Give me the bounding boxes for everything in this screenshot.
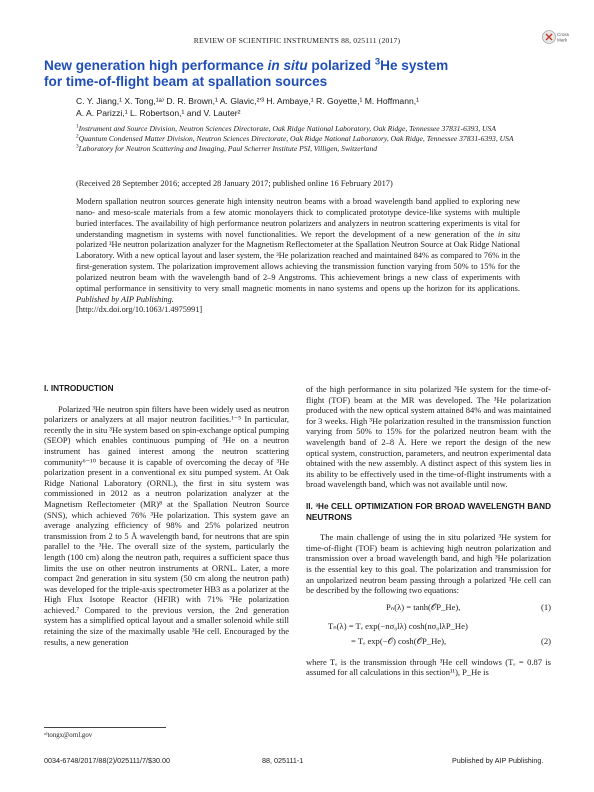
- affiliations: [76, 124, 516, 153]
- footer-page-number: 88, 025111-1: [262, 756, 304, 765]
- journal-header: REVIEW OF SCIENTIFIC INSTRUMENTS 88, 025111 (2017): [193, 36, 401, 45]
- equation-2-line-1: Tₙ(λ) = Tₑ exp(−nσ₀lλ) cosh(nσ₀lλP_He): [328, 620, 468, 631]
- affiliation-2: $^2$Quantum Condensed Matter Division, Neutron Sciences Directorate, Oak Ridge National Laboratory, Oak Ridge, Tennessee 37831-6393, USA: [76, 133, 514, 143]
- left-column: [44, 384, 289, 647]
- affiliation-3: $^3$Laboratory for Neutron Scattering and Imaging, Paul Scherrer Institute PSI, Villigen, Switzerland: [76, 143, 378, 153]
- footnote-email[interactable]: ᵃ⁾tongx@ornl.gov: [44, 732, 93, 739]
- authors-line-1: C. Y. Jiang,¹ X. Tong,¹ᵃ⁾ D. R. Brown,¹ A. Glavic,²ʹ³ H. Ambaye,¹ R. Goyette,¹ M. Hoffmann,¹: [76, 96, 420, 106]
- equation-1: Pₙ(λ) = tanh(𝒪P_He), (1): [386, 601, 551, 612]
- received-dates: (Received 28 September 2016; accepted 28 January 2017; published online 16 February 2017): [76, 179, 393, 188]
- equation-2-line-2: = Tₑ exp(−𝒪) cosh(𝒪P_He), (2): [351, 635, 551, 646]
- cell-paragraph: The main challenge of using the in situ polarized ³He system for time-of-flight (TOF) beam is achieving high neutron polarization and transmission over a broad wavelength band, and high ³He polarization is the essential key to this goal. The polarization and transmission for an unpolarized neutron beam passing through a polarized ³He cell can be described by the following two equations:: [306, 532, 551, 596]
- doi-link[interactable]: [http://dx.doi.org/10.1063/1.4975991]: [76, 305, 203, 315]
- intro-paragraph: Polarized ³He neutron spin filters have been widely used as neutron polarizers or analyzers at all major neutron facilities.¹⁻⁵ In particular, recently the in situ ³He system based on spin-exchange optical pumping (SEOP) which enables continuous pumping of ³He on a neutron instrument has gained interest among the neutron scattering community⁶⁻¹⁰ because it is capable of overcoming the decay of ³He polarization present in a conventional ex situ pumped system. At Oak Ridge National Laboratory (ORNL), the first in situ system was commissioned in 2012 as a neutron polarization analyzer at the Magnetism Reflectometer (MR)⁸ at the Spallation Neutron Source (SNS), which achieved 76% ³He polarization. This system gave an average analyzing efficiency of 98% and 25% polarized neutron transmission from 2 to 5 Å wavelength band, for neutrons that are spin parallel to the ³He. The overall size of the system, particularly the length (100 cm) along the neutron path, requires a sufficient space thus limits the use on other neutron instruments at ORNL. Later, a more compact 2nd generation in situ system (50 cm along the neutron path) was developed for the triple-axis spectrometer HB3 as a polarizer at the High Flux Isotope Reactor (HFIR) with 71% ³He polarization achieved.⁷ Compared to the previous version, the 2nd generation system has a simplified optical layout and a smaller solenoid while still retaining the size of the maximally usable ³He cell. Encouraged by the results, a new generation: [44, 403, 289, 647]
- svg-text:Cross: Cross: [557, 32, 569, 37]
- author-list: [76, 95, 516, 119]
- svg-text:Mark: Mark: [557, 37, 568, 43]
- abstract: Modern spallation neutron sources generate high intensity neutron beams with a broad wavelength band applied to exploring new nano- and meso-scale materials from a few atomic monolayers thick to complicated prototype device-like systems with multiple buried interfaces. The availability of high performance neutron polarizers and analyzers in neutron scattering experiments is vital for understanding magnetism in systems with novel functionalities. We report the development of a new generation of the in situ polarized ³He neutron polarization analyzer for the Magnetism Reflectometer at the Spallation Neutron Source at Oak Ridge National Laboratory. With a new optical layout and laser system, the ³He polarization reached and maintained 84% as compared to 76% in the first-generation system. The polarization improvement allows achieving the transmission function varying from 50% to 15% for the polarized neutron beam with the wavelength band of 2–9 Angstroms. This achievement brings a new class of experiments with optimal performance in sensitivity to very small magnetic moments in nano systems and opens up the horizon for its applications. Published by AIP Publishing. [http://dx.doi.org/10.1063/1.4975991]: [76, 197, 521, 315]
- intro-paragraph-continued: of the high performance in situ polarized ³He system for the time-of-flight (TOF) beam at the MR was developed. The ³He polarization produced with the new optical system attained 84% and was maintained for 3 weeks. High ³He polarization resulted in the transmission function varying from 50% to 15% for the polarized neutron beam with the wavelength band of 2–8 Å. Here we report the design of the new optical system, construction, parameters, and neutron experimental data obtained with the new assembly. A distinct aspect of this system lies in its ability to be effectively used in the time-of-flight instruments with a broad wavelength band, which was not available until now.: [306, 384, 552, 490]
- right-column: [306, 384, 551, 678]
- equation-description: where Tₑ is the transmission through ³He cell windows (Tₑ = 0.87 is assumed for all calculations in this section¹¹), P_He is: [306, 656, 551, 678]
- footer-issn: 0034-6748/2017/88(2)/025111/7/$30.00: [44, 756, 171, 765]
- affiliation-1: $^1$Instrument and Source Division, Neutron Sciences Directorate, Oak Ridge National Laboratory, Oak Ridge, Tennessee 37831-6393, USA: [76, 123, 496, 133]
- section-heading-cell-optimization: II. ³He CELL OPTIMIZATION FOR BROAD WAVELENGTH BAND NEUTRONS: [306, 501, 551, 522]
- authors-line-2: A. A. Parizzi,¹ L. Robertson,¹ and V. Lauter²: [76, 108, 241, 118]
- paper-title: New generation high performance in situ polarized $^3$He system for time-of-flight beam at spallation sources: [44, 56, 449, 89]
- footnote-rule: [44, 727, 166, 728]
- crossmark-logo[interactable]: [542, 28, 576, 46]
- footer-publisher: Published by AIP Publishing.: [452, 756, 544, 765]
- section-heading-introduction: I. INTRODUCTION: [44, 384, 114, 393]
